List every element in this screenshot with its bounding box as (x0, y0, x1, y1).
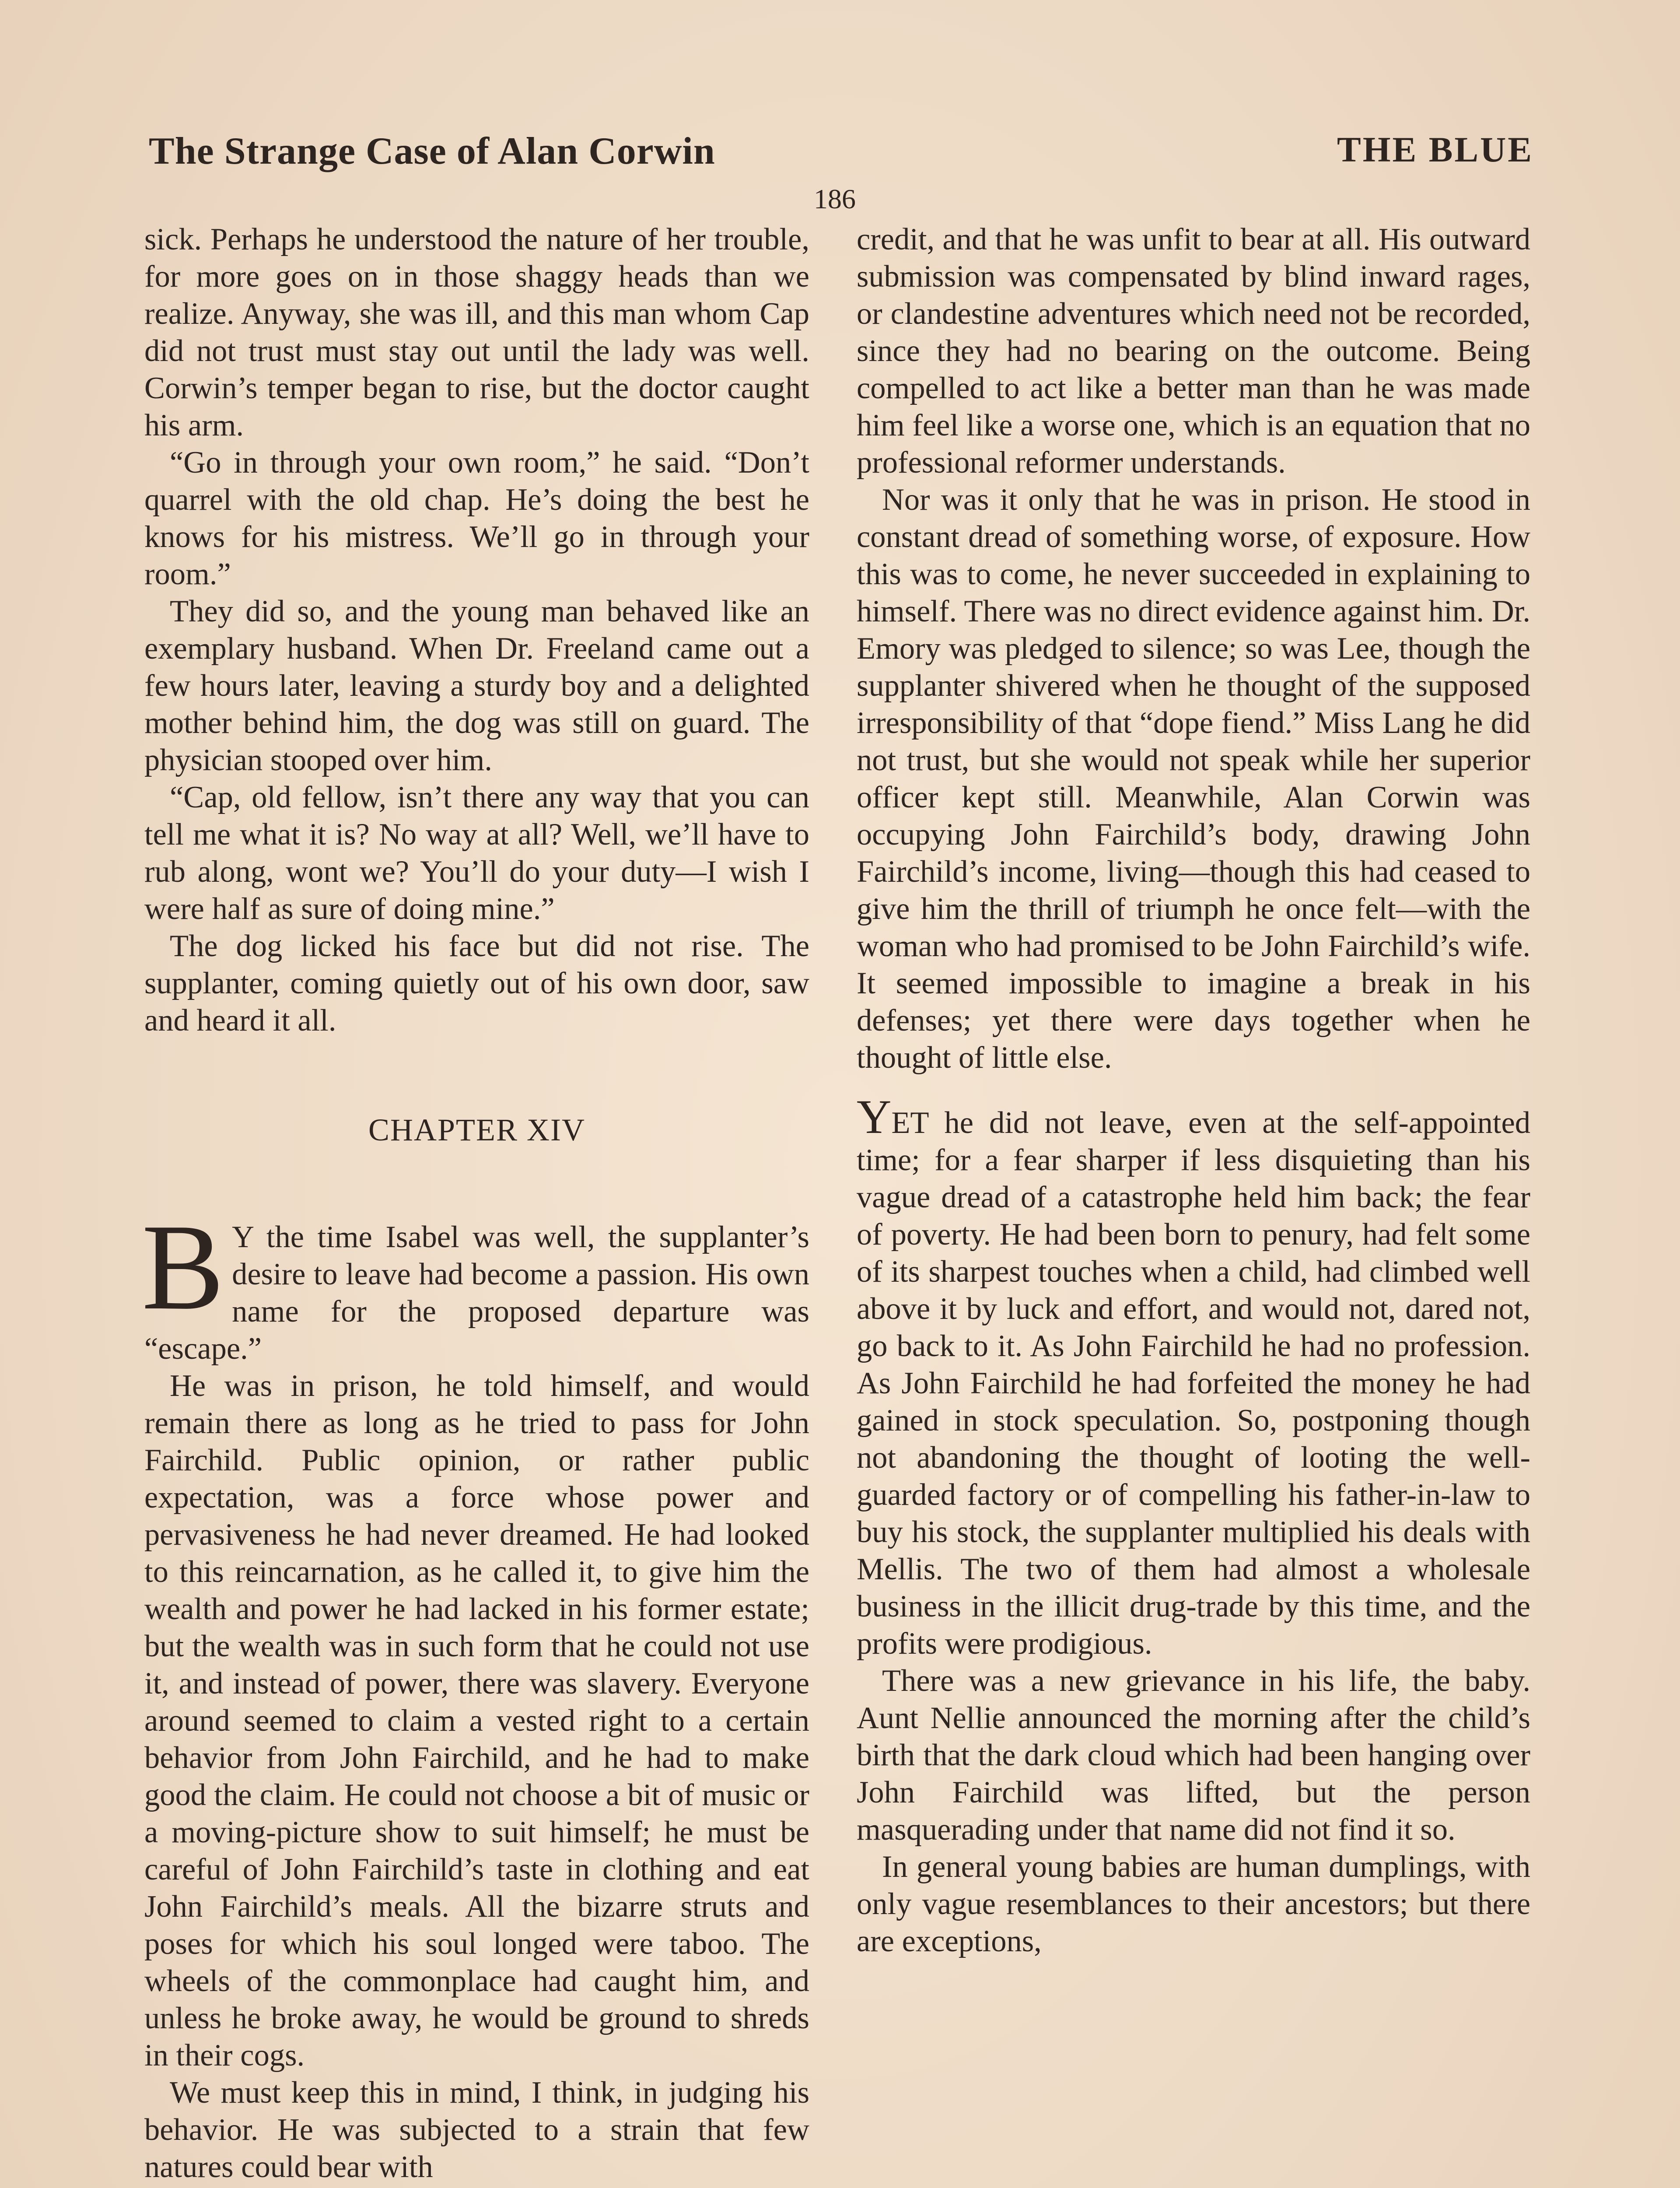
story-title: The Strange Case of Alan Corwin (149, 130, 715, 172)
page-number: 186 (814, 183, 856, 214)
section-break (857, 1076, 1530, 1104)
left-column (144, 221, 809, 2186)
paragraph: The dog licked his face but did not rise. The supplanter, coming quietly out of his own door, saw and heard it all. (144, 929, 809, 1038)
chapter-heading: CHAPTER XIV (368, 1112, 585, 1147)
initial-letter: Y (857, 1090, 892, 1143)
paragraph: “Cap, old fellow, isn’t there any way that you can tell me what it is? No way at all? Well, we’ll have to rub along, wont we? You’ll do your duty—I wish I were half as sure of doing mine.” (144, 780, 809, 926)
right-column (857, 221, 1530, 1960)
magazine-name: THE BLUE (1337, 130, 1533, 169)
paragraph: Nor was it only that he was in prison. He stood in constant dread of something worse, of exposure. How this was to come, he never succeeded in explaining to himself. There was no direct evidence against him. Dr. Emory was pledged to silence; so was Lee, though the supplanter shivered when he thought of the supposed irresponsibility of that “dope fiend.” Miss Lang he did not trust, but she would not speak while her superior officer kept still. Meanwhile, Alan Corwin was occupying John Fairchild’s body, drawing John Fairchild’s income, living—though this had ceased to give him the thrill of triumph he once felt—with the woman who had promised to be John Fairchild’s wife. It seemed impossible to imagine a break in his defenses; yet there were days together when he thought of little else. (857, 483, 1530, 1075)
paragraph-text: ET he did not leave, even at the self-appointed time; for a fear sharper if less disquieting than his vague dread of a catastrophe held him back; the fear of poverty. He had been born to penury, had felt some of its sharpest touches when a child, had climbed well above it by luck and effort, and would not, dared not, go back to it. As John Fairchild he had no profession. As John Fairchild he had forfeited the money he had gained in stock speculation. So, postponing though not abandoning the thought of looting the well-guarded factory or of compelling his father-in-law to buy his stock, the supplanter multiplied his deals with Mellis. The two of them had almost a wholesale business in the illicit drug-trade by this time, and the profits were prodigious. (857, 1106, 1530, 1661)
paragraph: We must keep this in mind, I think, in judging his behavior. He was subjected to a strain that few natures could bear with (144, 2076, 809, 2184)
paragraph: They did so, and the young man behaved like an exemplary husband. When Dr. Freeland came out a few hours later, leaving a sturdy boy and a delighted mother behind him, the dog was still on guard. The physician stooped over him. (144, 594, 809, 777)
paragraph: In general young babies are human dumplings, with only vague resemblances to their ancestors; but there are exceptions, (857, 1850, 1530, 1958)
paragraph: “Go in through your own room,” he said. “Don’t quarrel with the old chap. He’s doing the best he knows for his mistress. We’ll go in through your room.” (144, 445, 809, 591)
chapter-opening-paragraph (142, 1199, 809, 1368)
paragraph-text: Y the time Isabel was well, the supplanter’s desire to leave had become a passion. His own name for the proposed departure was “escape.” (144, 1220, 809, 1366)
drop-cap: B (142, 1199, 224, 1335)
paragraph: credit, and that he was unfit to bear at all. His outward submission was compensated by blind inward rages, or clandestine adventures which need not be recorded, since they had no bearing on the outcome. Being compelled to act like a better man than he was made him feel like a worse one, which is an equation that no professional reformer understands. (857, 222, 1530, 480)
paragraph: There was a new grievance in his life, the baby. Aunt Nellie announced the morning after the child’s birth that the dark cloud which had been hanging over John Fairchild was lifted, but the person masquerading under that name did not find it so. (857, 1664, 1530, 1847)
paragraph: sick. Perhaps he understood the nature of her trouble, for more goes on in those shaggy heads than we realize. Anyway, she was ill, and this man whom Cap did not trust must stay out until the lady was well. Corwin’s temper began to rise, but the doctor caught his arm. (144, 222, 809, 442)
section-opening-paragraph (857, 1090, 1530, 1662)
paragraph: He was in prison, he told himself, and would remain there as long as he tried to pass for John Fairchild. Public opinion, or rather public expectation, was a force whose power and pervasiveness he had never dreamed. He had looked to this reincarnation, as he called it, to give him the wealth and power he had lacked in his former estate; but the wealth was in such form that he could not use it, and instead of power, there was slavery. Everyone around seemed to claim a vested right to a certain behavior from John Fairchild, and he had to make good the claim. He could not choose a bit of music or a moving-picture show to suit himself; he must be careful of John Fairchild’s taste in clothing and eat John Fairchild’s meals. All the bizarre struts and poses for which his soul longed were taboo. The wheels of the commonplace had caught him, and unless he broke away, he would be ground to shreds in their cogs. (144, 1369, 809, 2072)
